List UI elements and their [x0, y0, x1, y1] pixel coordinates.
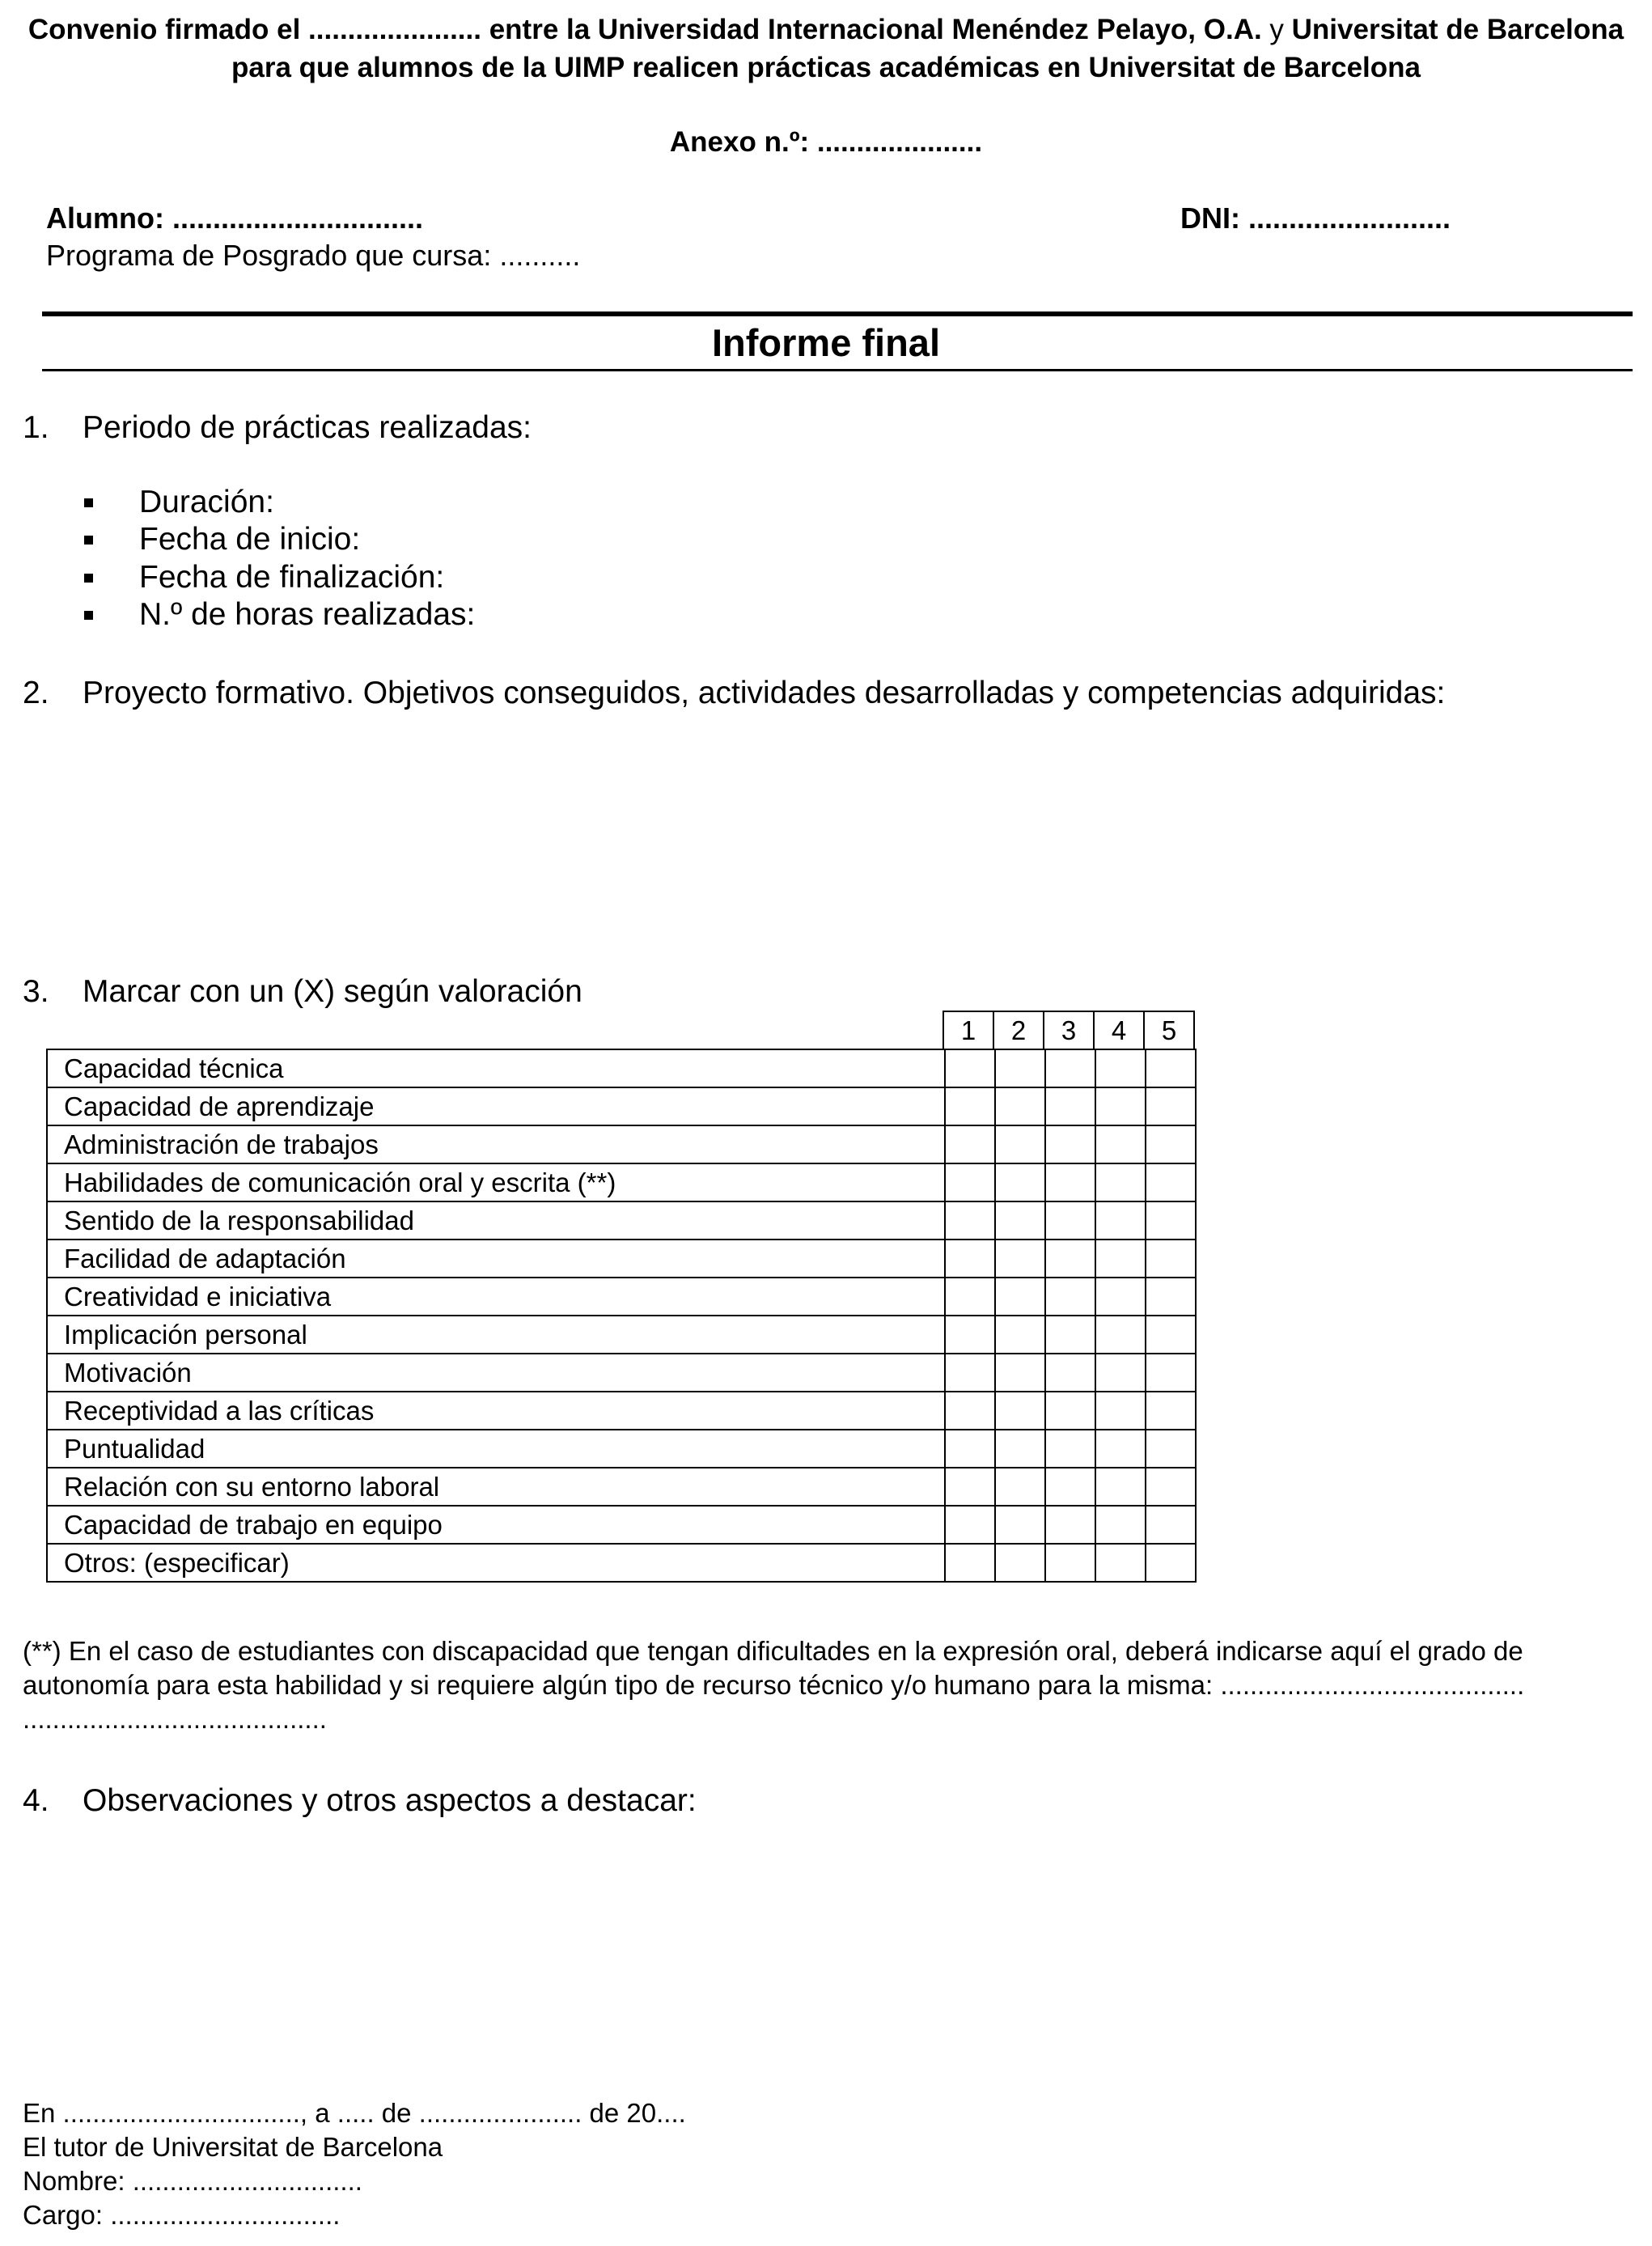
section3-title: Marcar con un (X) según valoración [83, 974, 582, 1009]
rating-cell-3[interactable] [1045, 1163, 1095, 1201]
rating-cell-4[interactable] [1095, 1316, 1146, 1354]
rating-cell-5[interactable] [1146, 1125, 1196, 1163]
rating-cell-5[interactable] [1146, 1316, 1196, 1354]
rating-cell-3[interactable] [1045, 1468, 1095, 1506]
rating-scale-header [942, 1011, 1195, 1050]
rating-cell-1[interactable] [945, 1087, 995, 1125]
rating-cell-4[interactable] [1095, 1506, 1146, 1544]
rating-cell-3[interactable] [1045, 1240, 1095, 1278]
rating-cell-1[interactable] [945, 1316, 995, 1354]
rating-cell-3[interactable] [1045, 1087, 1095, 1125]
footnote-line2: autonomía para esta habilidad y si requiere algún tipo de recurso técnico y/o humano para la misma: ......................................... [23, 1670, 1525, 1700]
rating-cell-3[interactable] [1045, 1430, 1095, 1468]
rating-cell-3[interactable] [1045, 1049, 1095, 1087]
rating-cell-2[interactable] [995, 1087, 1045, 1125]
rating-cell-5[interactable] [1146, 1201, 1196, 1240]
section2-number: 2. [23, 676, 49, 710]
rating-cell-2[interactable] [995, 1240, 1045, 1278]
annex-number: Anexo n.º: ..................... [669, 126, 983, 158]
rating-cell-5[interactable] [1146, 1087, 1196, 1125]
rating-row [47, 1049, 1196, 1087]
rating-cell-5[interactable] [1146, 1392, 1196, 1430]
rating-cell-4[interactable] [1095, 1049, 1146, 1087]
rating-row [47, 1316, 1196, 1354]
rating-cell-2[interactable] [995, 1049, 1045, 1087]
rating-cell-3[interactable] [1045, 1316, 1095, 1354]
section3-number: 3. [23, 974, 49, 1009]
period-item-duration: Duración: [139, 485, 274, 519]
signature-role: Cargo: ............................... [23, 2200, 341, 2230]
rating-cell-1[interactable] [945, 1544, 995, 1582]
rating-cell-2[interactable] [995, 1506, 1045, 1544]
bullet-icon [84, 536, 93, 545]
criterion-label: Capacidad técnica [47, 1049, 945, 1087]
dni-field: DNI: ......................... [1180, 201, 1451, 235]
rating-row [47, 1468, 1196, 1506]
rating-cell-4[interactable] [1095, 1430, 1146, 1468]
section2-title: Proyecto formativo. Objetivos conseguidos, actividades desarrolladas y competencias adquiridas: [83, 676, 1446, 710]
rating-cell-1[interactable] [945, 1049, 995, 1087]
title-top-rule [42, 311, 1633, 316]
rating-cell-1[interactable] [945, 1506, 995, 1544]
bullet-icon [84, 498, 93, 507]
rating-cell-4[interactable] [1095, 1163, 1146, 1201]
student-name-field: Alumno: ............................... [46, 201, 424, 235]
rating-cell-1[interactable] [945, 1430, 995, 1468]
rating-cell-4[interactable] [1095, 1125, 1146, 1163]
rating-cell-1[interactable] [945, 1278, 995, 1316]
rating-row [47, 1125, 1196, 1163]
bullet-icon [84, 574, 93, 583]
rating-cell-5[interactable] [1146, 1049, 1196, 1087]
rating-cell-5[interactable] [1146, 1278, 1196, 1316]
rating-cell-2[interactable] [995, 1201, 1045, 1240]
agreement-title-part3: Universitat de Barcelona [1291, 14, 1624, 45]
agreement-title-part2: y [1261, 14, 1292, 45]
rating-row [47, 1392, 1196, 1430]
rating-cell-5[interactable] [1146, 1430, 1196, 1468]
rating-cell-4[interactable] [1095, 1354, 1146, 1392]
rating-cell-2[interactable] [995, 1163, 1045, 1201]
agreement-title-part1: Convenio firmado el ...................... entre la Universidad Internacional Menéndez Pelayo, O.A. [28, 14, 1262, 45]
criterion-label: Relación con su entorno laboral [47, 1468, 945, 1506]
rating-cell-3[interactable] [1045, 1354, 1095, 1392]
criterion-label: Creatividad e iniciativa [47, 1278, 945, 1316]
criterion-label: Puntualidad [47, 1430, 945, 1468]
rating-cell-5[interactable] [1146, 1163, 1196, 1201]
rating-cell-3[interactable] [1045, 1201, 1095, 1240]
section4-number: 4. [23, 1783, 49, 1818]
rating-row [47, 1354, 1196, 1392]
rating-row [47, 1240, 1196, 1278]
rating-cell-3[interactable] [1045, 1278, 1095, 1316]
program-field: Programa de Posgrado que cursa: .......... [46, 239, 581, 272]
rating-cell-2[interactable] [995, 1544, 1045, 1582]
rating-row [47, 1544, 1196, 1582]
rating-cell-3[interactable] [1045, 1392, 1095, 1430]
rating-cell-4[interactable] [1095, 1392, 1146, 1430]
signature-place-date: En ................................, a ..... de ...................... de 20.... [23, 2098, 686, 2128]
section1-number: 1. [23, 410, 49, 445]
rating-cell-5[interactable] [1146, 1468, 1196, 1506]
scale-4: 4 [1094, 1011, 1144, 1049]
rating-row [47, 1087, 1196, 1125]
scale-2: 2 [993, 1011, 1044, 1049]
rating-cell-5[interactable] [1146, 1544, 1196, 1582]
rating-cell-4[interactable] [1095, 1468, 1146, 1506]
rating-cell-2[interactable] [995, 1392, 1045, 1430]
scale-5: 5 [1144, 1011, 1194, 1049]
scale-3: 3 [1044, 1011, 1094, 1049]
criterion-label: Capacidad de trabajo en equipo [47, 1506, 945, 1544]
criterion-label: Habilidades de comunicación oral y escrita (**) [47, 1163, 945, 1201]
rating-cell-4[interactable] [1095, 1240, 1146, 1278]
rating-row [47, 1201, 1196, 1240]
rating-cell-3[interactable] [1045, 1125, 1095, 1163]
rating-cell-1[interactable] [945, 1240, 995, 1278]
rating-cell-1[interactable] [945, 1354, 995, 1392]
rating-table [46, 1049, 1197, 1583]
rating-cell-5[interactable] [1146, 1240, 1196, 1278]
rating-cell-2[interactable] [995, 1354, 1045, 1392]
rating-cell-4[interactable] [1095, 1544, 1146, 1582]
rating-cell-1[interactable] [945, 1468, 995, 1506]
criterion-label: Implicación personal [47, 1316, 945, 1354]
period-item-end-date: Fecha de finalización: [139, 560, 445, 595]
rating-cell-2[interactable] [995, 1430, 1045, 1468]
title-bottom-rule [42, 369, 1633, 371]
criterion-label: Receptividad a las críticas [47, 1392, 945, 1430]
signature-block [23, 2096, 686, 2232]
rating-cell-1[interactable] [945, 1201, 995, 1240]
signature-tutor: El tutor de Universitat de Barcelona [23, 2132, 443, 2162]
footnote [23, 1634, 1524, 1736]
section1-title: Periodo de prácticas realizadas: [83, 410, 532, 445]
criterion-label: Administración de trabajos [47, 1125, 945, 1163]
agreement-title-line1 [0, 11, 1652, 49]
rating-cell-1[interactable] [945, 1125, 995, 1163]
criterion-label: Otros: (especificar) [47, 1544, 945, 1582]
page-title: Informe final [711, 321, 941, 364]
period-item-hours: N.º de horas realizadas: [139, 597, 476, 632]
rating-row [47, 1278, 1196, 1316]
section4-title: Observaciones y otros aspectos a destacar: [83, 1783, 697, 1818]
criterion-label: Capacidad de aprendizaje [47, 1087, 945, 1125]
criterion-label: Facilidad de adaptación [47, 1240, 945, 1278]
bullet-icon [84, 611, 93, 620]
rating-cell-2[interactable] [995, 1278, 1045, 1316]
rating-row [47, 1163, 1196, 1201]
rating-cell-3[interactable] [1045, 1506, 1095, 1544]
scale-1: 1 [943, 1011, 993, 1049]
rating-cell-4[interactable] [1095, 1201, 1146, 1240]
rating-cell-5[interactable] [1146, 1354, 1196, 1392]
rating-cell-3[interactable] [1045, 1544, 1095, 1582]
agreement-title-line2: para que alumnos de la UIMP realicen prácticas académicas en Universitat de Barcelona [231, 52, 1421, 83]
rating-cell-2[interactable] [995, 1316, 1045, 1354]
rating-cell-1[interactable] [945, 1392, 995, 1430]
rating-cell-4[interactable] [1095, 1278, 1146, 1316]
signature-name: Nombre: ............................... [23, 2166, 362, 2196]
footnote-line3: ......................................... [23, 1704, 327, 1734]
rating-cell-5[interactable] [1146, 1506, 1196, 1544]
rating-cell-2[interactable] [995, 1125, 1045, 1163]
rating-cell-4[interactable] [1095, 1087, 1146, 1125]
rating-cell-1[interactable] [945, 1163, 995, 1201]
criterion-label: Sentido de la responsabilidad [47, 1201, 945, 1240]
criterion-label: Motivación [47, 1354, 945, 1392]
footnote-line1: (**) En el caso de estudiantes con discapacidad que tengan dificultades en la expresión oral, deberá indicarse aquí el grado de [23, 1636, 1523, 1666]
rating-cell-2[interactable] [995, 1468, 1045, 1506]
rating-row [47, 1430, 1196, 1468]
period-item-start-date: Fecha de inicio: [139, 522, 361, 557]
rating-row [47, 1506, 1196, 1544]
